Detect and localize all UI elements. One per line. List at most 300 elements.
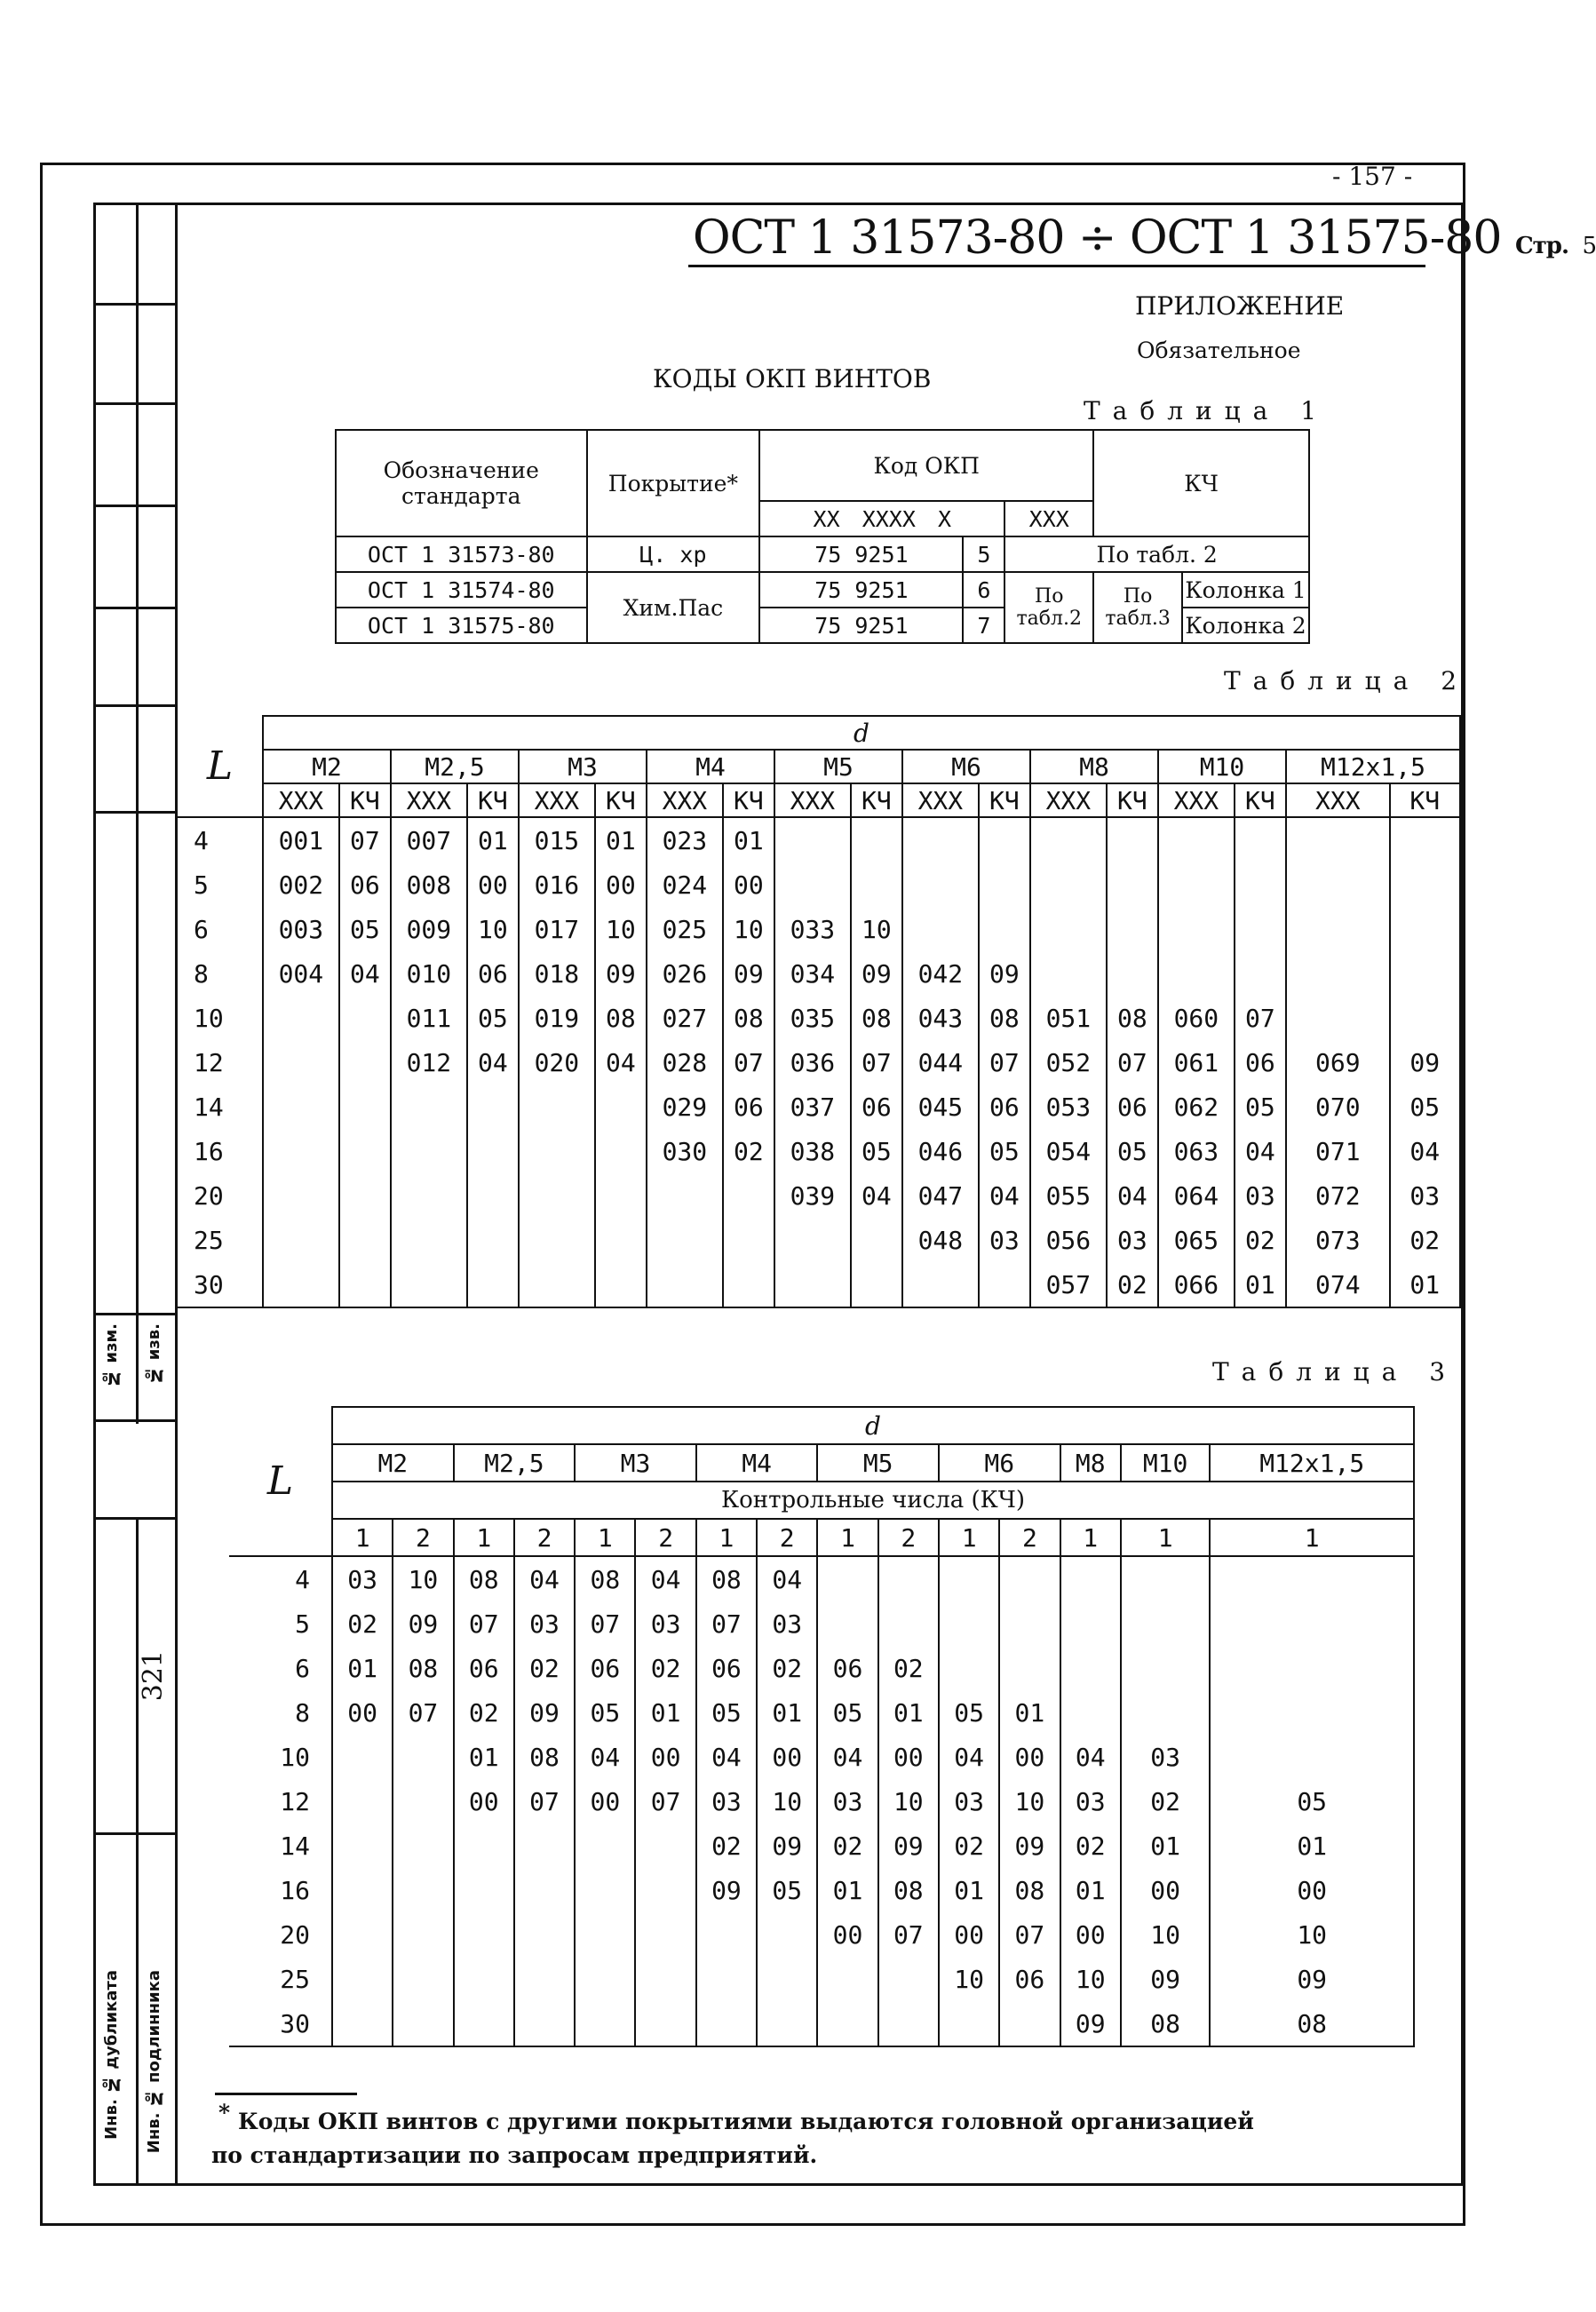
t2-cell: [647, 1262, 723, 1307]
t2-cell: [979, 817, 1030, 862]
t2-cell: 06: [1235, 1040, 1286, 1084]
t1-std-2: ОСТ 1 31574-80: [336, 572, 587, 608]
t2-cell: 039: [774, 1173, 851, 1218]
t2-cell: [467, 1129, 519, 1173]
t2-cell: 10: [595, 907, 647, 951]
t3-cell: 01: [1060, 1868, 1121, 1912]
t2-cell: [467, 1173, 519, 1218]
t3-cell: [757, 1912, 817, 1957]
t3-cell: 02: [1121, 1779, 1211, 1823]
t1-code-3: 75 9251: [759, 608, 963, 643]
t3-cell: 01: [1210, 1823, 1414, 1868]
t2-cell: 057: [1030, 1262, 1107, 1307]
t2-cell: 038: [774, 1129, 851, 1173]
t2-cell: 05: [467, 996, 519, 1040]
t3-cell: [1210, 1690, 1414, 1735]
t3-thread-header: M10: [1121, 1444, 1211, 1482]
t3-thread-header: M8: [1060, 1444, 1121, 1482]
t2-cell: 05: [1390, 1084, 1460, 1129]
podl-label: Инв. № подлинника: [145, 1970, 163, 2154]
t2-sub-xxx: XXX: [902, 783, 979, 817]
t2-sub-kch: КЧ: [979, 783, 1030, 817]
t3-cell: 08: [878, 1868, 939, 1912]
t3-cell: 06: [696, 1646, 757, 1690]
t2-cell: 04: [1107, 1173, 1158, 1218]
t3-cell: 05: [757, 1868, 817, 1912]
t2-cell: [339, 1218, 391, 1262]
t2-sub-kch: КЧ: [1107, 783, 1158, 817]
t2-cell: 08: [851, 996, 902, 1040]
t3-cell: 01: [999, 1690, 1060, 1735]
t3-cell: [332, 2001, 393, 2046]
t3-cell: [514, 1868, 575, 1912]
t3-l-value: 4: [229, 1556, 332, 1601]
t2-cell: [851, 817, 902, 862]
t2-cell: [263, 1129, 339, 1173]
t2-sub-kch: КЧ: [1390, 783, 1460, 817]
t2-cell: 08: [595, 996, 647, 1040]
t3-cell: 01: [454, 1735, 514, 1779]
t2-cell: [1235, 817, 1286, 862]
t3-thread-header: M2,5: [454, 1444, 576, 1482]
t2-cell: 020: [519, 1040, 595, 1084]
t2-cell: [519, 1262, 595, 1307]
t2-cell: [595, 1129, 647, 1173]
t2-cell: 015: [519, 817, 595, 862]
t2-cell: [1390, 817, 1460, 862]
t2-cell: 028: [647, 1040, 723, 1084]
t1-f-x: X: [937, 505, 952, 532]
section-title: КОДЫ ОКП ВИНТОВ: [653, 364, 932, 393]
footnote-line2: по стандартизации по запросам предприятий.: [211, 2142, 818, 2168]
t2-cell: [1030, 907, 1107, 951]
t3-cell: 08: [454, 1556, 514, 1601]
t2-cell: [1286, 817, 1390, 862]
t2-cell: [339, 1262, 391, 1307]
t1-f-xxxx: XXXX: [862, 505, 916, 532]
t3-cell: 00: [1121, 1868, 1211, 1912]
t3-cell: 01: [1121, 1823, 1211, 1868]
t3-cell: 07: [514, 1779, 575, 1823]
t3-cell: [999, 1646, 1060, 1690]
t1-x-3: 7: [963, 608, 1004, 643]
t2-cell: [1107, 951, 1158, 996]
t3-cell: [514, 1823, 575, 1868]
t3-cell: [878, 1957, 939, 2001]
t3-cell: [939, 2001, 999, 2046]
t2-cell: 018: [519, 951, 595, 996]
t2-cell: 035: [774, 996, 851, 1040]
t3-cell: 09: [757, 1823, 817, 1868]
t3-cell: [575, 1957, 635, 2001]
t2-cell: [1286, 907, 1390, 951]
t1-std-3: ОСТ 1 31575-80: [336, 608, 587, 643]
t3-l-value: 10: [229, 1735, 332, 1779]
appendix-title: ПРИЛОЖЕНИЕ: [1135, 291, 1345, 321]
t2-cell: 01: [595, 817, 647, 862]
header-underline: [688, 265, 1425, 267]
t2-cell: [1107, 862, 1158, 907]
t2-cell: 062: [1158, 1084, 1235, 1129]
t3-thread-header: M3: [575, 1444, 696, 1482]
t3-cell: 10: [999, 1779, 1060, 1823]
t2-cell: [979, 907, 1030, 951]
t3-cell: [332, 1779, 393, 1823]
t3-cell: [696, 2001, 757, 2046]
t3-cell: [696, 1912, 757, 1957]
t3-cell: 07: [454, 1601, 514, 1646]
t2-cell: [979, 862, 1030, 907]
t2-cell: 10: [467, 907, 519, 951]
t3-cell: [514, 1957, 575, 2001]
t2-cell: 064: [1158, 1173, 1235, 1218]
t3-col-index: 1: [1060, 1519, 1121, 1556]
t2-cell: 04: [979, 1173, 1030, 1218]
t2-cell: 04: [339, 951, 391, 996]
t2-sub-xxx: XXX: [647, 783, 723, 817]
t3-l-value: 8: [229, 1690, 332, 1735]
t2-cell: 030: [647, 1129, 723, 1173]
t3-cell: 07: [635, 1779, 695, 1823]
t2-cell: 047: [902, 1173, 979, 1218]
t2-l-value: 25: [178, 1218, 263, 1262]
t3-l-value: 16: [229, 1868, 332, 1912]
t3-l-value: 30: [229, 2001, 332, 2046]
t2-cell: 04: [467, 1040, 519, 1084]
t3-cell: 10: [757, 1779, 817, 1823]
t2-l-value: 10: [178, 996, 263, 1040]
t2-cell: 07: [1235, 996, 1286, 1040]
t2-cell: 056: [1030, 1218, 1107, 1262]
t3-cell: 05: [1210, 1779, 1414, 1823]
t2-cell: [902, 1262, 979, 1307]
table2: [178, 715, 1461, 1308]
t3-cell: 00: [1210, 1868, 1414, 1912]
t2-l-value: 30: [178, 1262, 263, 1307]
t2-cell: 07: [723, 1040, 774, 1084]
t2-cell: [723, 1262, 774, 1307]
t3-kch-label: Контрольные числа (КЧ): [332, 1482, 1414, 1519]
t3-cell: [514, 1912, 575, 1957]
t3-cell: [454, 1912, 514, 1957]
t3-cell: 08: [999, 1868, 1060, 1912]
t2-cell: 05: [1107, 1129, 1158, 1173]
t3-cell: 05: [939, 1690, 999, 1735]
t2-cell: 066: [1158, 1262, 1235, 1307]
t1-code-2: 75 9251: [759, 572, 963, 608]
t3-cell: [1121, 1601, 1211, 1646]
t2-cell: [1235, 907, 1286, 951]
t3-col-index: 1: [939, 1519, 999, 1556]
t3-cell: [575, 1823, 635, 1868]
t2-l-value: 16: [178, 1129, 263, 1173]
t3-cell: 09: [393, 1601, 453, 1646]
t2-cell: [1030, 817, 1107, 862]
t2-cell: [774, 817, 851, 862]
t3-col-index: 1: [332, 1519, 393, 1556]
t2-cell: 09: [595, 951, 647, 996]
t2-cell: [263, 1084, 339, 1129]
t2-cell: 042: [902, 951, 979, 996]
t2-cell: 09: [979, 951, 1030, 996]
t3-cell: 01: [757, 1690, 817, 1735]
t3-cell: [1121, 1556, 1211, 1601]
t3-cell: [332, 1957, 393, 2001]
t2-cell: [467, 1262, 519, 1307]
t2-cell: 033: [774, 907, 851, 951]
t2-cell: 072: [1286, 1173, 1390, 1218]
t3-cell: 00: [817, 1912, 877, 1957]
t3-cell: 06: [999, 1957, 1060, 2001]
t3-cell: 03: [696, 1779, 757, 1823]
t2-thread-header: M2: [263, 750, 391, 783]
t1-h-okp: Код ОКП: [873, 452, 980, 479]
t2-cell: [391, 1218, 467, 1262]
t3-cell: [1060, 1556, 1121, 1601]
t3-cell: 04: [939, 1735, 999, 1779]
t2-cell: 03: [1235, 1173, 1286, 1218]
t2-cell: [979, 1262, 1030, 1307]
t3-thread-header: M2: [332, 1444, 454, 1482]
t1-coating-1: Ц. хр: [587, 536, 760, 572]
t2-cell: 02: [1235, 1218, 1286, 1262]
t3-cell: [939, 1646, 999, 1690]
t2-sub-xxx: XXX: [263, 783, 339, 817]
t2-cell: 01: [467, 817, 519, 862]
t2-cell: [339, 1129, 391, 1173]
doc-title: ОСТ 1 31573-80 ÷ ОСТ 1 31575-80: [693, 211, 1502, 265]
t2-l-header: L: [178, 716, 263, 817]
t3-cell: 00: [575, 1779, 635, 1823]
t2-cell: [1390, 996, 1460, 1040]
t3-cell: 03: [939, 1779, 999, 1823]
number-label: 321: [138, 1650, 169, 1702]
t2-cell: [595, 1173, 647, 1218]
t2-thread-header: M2,5: [391, 750, 519, 783]
t2-cell: 034: [774, 951, 851, 996]
t3-cell: [393, 1868, 453, 1912]
t3-cell: 00: [635, 1735, 695, 1779]
table3: [229, 1406, 1415, 2047]
t2-sub-kch: КЧ: [467, 783, 519, 817]
t2-cell: 017: [519, 907, 595, 951]
t2-cell: [902, 817, 979, 862]
t2-cell: 029: [647, 1084, 723, 1129]
t2-cell: 04: [595, 1040, 647, 1084]
t3-cell: [817, 2001, 877, 2046]
t3-col-index: 2: [878, 1519, 939, 1556]
t3-cell: 08: [393, 1646, 453, 1690]
t2-cell: 052: [1030, 1040, 1107, 1084]
t2-cell: 060: [1158, 996, 1235, 1040]
t2-cell: 023: [647, 817, 723, 862]
t3-cell: 10: [1060, 1957, 1121, 2001]
t2-cell: 07: [1107, 1040, 1158, 1084]
t3-l-header: L: [229, 1407, 332, 1556]
t2-cell: [519, 1173, 595, 1218]
t3-cell: 08: [696, 1556, 757, 1601]
t2-cell: 05: [851, 1129, 902, 1173]
t2-cell: [1107, 907, 1158, 951]
table2-caption: Таблица 2: [1224, 666, 1470, 695]
izv-label: № изв.: [145, 1323, 163, 1385]
t2-cell: 09: [1390, 1040, 1460, 1084]
t2-cell: [263, 1040, 339, 1084]
t2-cell: [1107, 817, 1158, 862]
t3-cell: [454, 2001, 514, 2046]
t2-cell: [647, 1173, 723, 1218]
t3-cell: [393, 1823, 453, 1868]
t2-cell: 027: [647, 996, 723, 1040]
t3-cell: [393, 1912, 453, 1957]
t3-cell: 07: [696, 1601, 757, 1646]
t1-code-1: 75 9251: [759, 536, 963, 572]
t3-cell: [635, 1912, 695, 1957]
t2-sub-xxx: XXX: [1030, 783, 1107, 817]
t2-cell: [851, 1262, 902, 1307]
t2-cell: [774, 862, 851, 907]
t2-cell: 054: [1030, 1129, 1107, 1173]
t2-cell: 05: [979, 1129, 1030, 1173]
footnote: [211, 2100, 1254, 2173]
t3-cell: 09: [514, 1690, 575, 1735]
t3-cell: [696, 1957, 757, 2001]
t2-cell: [519, 1218, 595, 1262]
t3-cell: 03: [1060, 1779, 1121, 1823]
t2-cell: 06: [339, 862, 391, 907]
t3-cell: 10: [393, 1556, 453, 1601]
footnote-mark: *: [218, 2100, 231, 2125]
t2-sub-xxx: XXX: [519, 783, 595, 817]
t3-cell: [999, 1556, 1060, 1601]
t3-cell: [999, 2001, 1060, 2046]
t3-col-index: 2: [635, 1519, 695, 1556]
t3-cell: 02: [1060, 1823, 1121, 1868]
t2-cell: 08: [979, 996, 1030, 1040]
t2-cell: 06: [467, 951, 519, 996]
table1: [335, 429, 1310, 644]
t3-cell: 00: [332, 1690, 393, 1735]
t3-cell: [757, 1957, 817, 2001]
t2-cell: 06: [723, 1084, 774, 1129]
t2-cell: 036: [774, 1040, 851, 1084]
t2-thread-header: M12x1,5: [1286, 750, 1460, 783]
page-number: - 157 -: [1332, 162, 1413, 191]
t2-cell: 001: [263, 817, 339, 862]
t3-cell: 04: [1060, 1735, 1121, 1779]
t2-cell: 02: [723, 1129, 774, 1173]
t2-cell: 053: [1030, 1084, 1107, 1129]
t3-cell: 01: [817, 1868, 877, 1912]
t2-l-value: 4: [178, 817, 263, 862]
t3-d-header: d: [332, 1407, 1414, 1444]
t3-cell: [332, 1912, 393, 1957]
t2-cell: [595, 1218, 647, 1262]
t2-cell: [1390, 862, 1460, 907]
t3-cell: [999, 1601, 1060, 1646]
t2-cell: 02: [1390, 1218, 1460, 1262]
t3-cell: [454, 1957, 514, 2001]
t2-cell: [519, 1084, 595, 1129]
t2-l-value: 5: [178, 862, 263, 907]
doc-header: [693, 211, 1596, 265]
t3-cell: 02: [454, 1690, 514, 1735]
t2-cell: [339, 1040, 391, 1084]
t3-cell: 05: [817, 1690, 877, 1735]
t3-cell: [878, 2001, 939, 2046]
page-label: Стр.: [1514, 233, 1569, 259]
page-num: 5: [1582, 233, 1596, 259]
t3-cell: 01: [635, 1690, 695, 1735]
t3-col-index: 2: [393, 1519, 453, 1556]
t3-cell: 09: [1121, 1957, 1211, 2001]
t2-cell: 09: [723, 951, 774, 996]
t2-cell: [1390, 907, 1460, 951]
t3-cell: 01: [878, 1690, 939, 1735]
t2-cell: 069: [1286, 1040, 1390, 1084]
t2-cell: 10: [723, 907, 774, 951]
t2-cell: [391, 1173, 467, 1218]
t3-cell: [1121, 1646, 1211, 1690]
t2-cell: [467, 1084, 519, 1129]
t3-col-index: 1: [817, 1519, 877, 1556]
t3-cell: 06: [454, 1646, 514, 1690]
t2-cell: [595, 1084, 647, 1129]
t2-cell: [647, 1218, 723, 1262]
t2-thread-header: M6: [902, 750, 1030, 783]
t2-d-header: d: [263, 716, 1460, 750]
t2-cell: 070: [1286, 1084, 1390, 1129]
t2-cell: 071: [1286, 1129, 1390, 1173]
t2-cell: [1158, 907, 1235, 951]
t2-cell: [902, 862, 979, 907]
t3-col-index: 1: [696, 1519, 757, 1556]
t3-cell: 07: [393, 1690, 453, 1735]
t3-cell: [575, 1868, 635, 1912]
t2-cell: [595, 1262, 647, 1307]
footnote-line1: Коды ОКП винтов с другими покрытиями выдаются головной организацией: [238, 2109, 1254, 2134]
t2-cell: 011: [391, 996, 467, 1040]
t3-l-value: 6: [229, 1646, 332, 1690]
t3-cell: 03: [1121, 1735, 1211, 1779]
t3-l-value: 20: [229, 1912, 332, 1957]
t2-cell: 08: [1107, 996, 1158, 1040]
t2-cell: 063: [1158, 1129, 1235, 1173]
t2-cell: 073: [1286, 1218, 1390, 1262]
t1-std-1: ОСТ 1 31573-80: [336, 536, 587, 572]
t3-cell: 08: [575, 1556, 635, 1601]
t1-h-coating: Покрытие*: [607, 470, 738, 497]
t2-l-value: 8: [178, 951, 263, 996]
t3-cell: 01: [939, 1868, 999, 1912]
t2-sub-xxx: XXX: [1158, 783, 1235, 817]
t2-cell: [263, 1173, 339, 1218]
t3-cell: [575, 1912, 635, 1957]
t2-cell: [851, 1218, 902, 1262]
t2-cell: [339, 1173, 391, 1218]
t3-cell: 03: [332, 1556, 393, 1601]
t3-cell: [1210, 1735, 1414, 1779]
t2-cell: 06: [979, 1084, 1030, 1129]
izm-label: № изм.: [102, 1323, 121, 1387]
t1-h-standard: Обозначение стандарта: [383, 457, 539, 509]
t2-cell: 043: [902, 996, 979, 1040]
t2-cell: 07: [851, 1040, 902, 1084]
t2-cell: 046: [902, 1129, 979, 1173]
t2-cell: 07: [339, 817, 391, 862]
t3-cell: 09: [696, 1868, 757, 1912]
t2-cell: [723, 1173, 774, 1218]
